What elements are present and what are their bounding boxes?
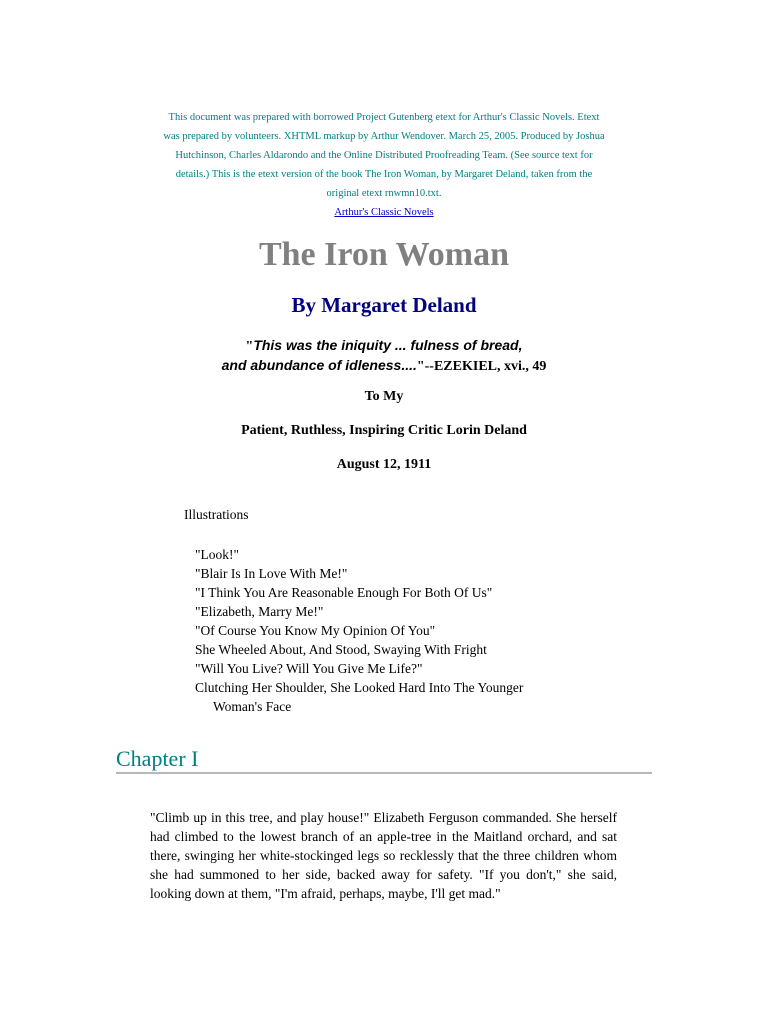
illustrations-list: [195, 545, 523, 716]
note-line: was prepared by volunteers. XHTML markup by Arthur Wendover. March 25, 2005. Produced by Joshua: [163, 131, 605, 142]
chapter-paragraph: "Climb up in this tree, and play house!" Elizabeth Ferguson commanded. She herself had climbed to the lowest branch of an apple-tree in the Maitland orchard, and sat there, swinging her white-stockinged legs so recklessly that the three children whom she had summoned to her side, backed away for safety. "If you don't," she said, looking down at them, "I'm afraid, perhaps, maybe, I'll get mad.": [150, 810, 617, 901]
epigraph-attribution: "--EZEKIEL, xvi., 49: [416, 359, 547, 374]
illustrations-heading: Illustrations: [184, 507, 249, 522]
list-item: Woman's Face: [213, 699, 292, 714]
book-author: By Margaret Deland: [291, 293, 477, 317]
dedication-to: To My: [364, 389, 404, 404]
transcriber-note: [148, 108, 620, 222]
epigraph: [0, 336, 768, 376]
chapter-heading: Chapter I: [116, 746, 199, 771]
note-line: details.) This is the etext version of the book The Iron Woman, by Margaret Deland, taken from the: [175, 169, 593, 180]
list-item: "Of Course You Know My Opinion Of You": [195, 623, 436, 638]
epigraph-open-quote: ": [245, 339, 254, 354]
arthurs-classic-novels-link[interactable]: Arthur's Classic Novels: [334, 207, 434, 218]
list-item: Clutching Her Shoulder, She Looked Hard Into The Younger: [195, 680, 524, 695]
epigraph-quote-line2: and abundance of idleness....: [221, 357, 417, 373]
list-item: "Elizabeth, Marry Me!": [195, 604, 324, 619]
note-line: original etext rnwmn10.txt.: [326, 188, 442, 199]
list-item: "I Think You Are Reasonable Enough For Both Of Us": [195, 585, 493, 600]
chapter-divider: [116, 772, 652, 774]
epigraph-quote-line1: This was the iniquity ... fulness of bread,: [253, 337, 523, 353]
book-title: The Iron Woman: [258, 236, 510, 273]
list-item: "Will You Live? Will You Give Me Life?": [195, 661, 423, 676]
dedication-critic: Patient, Ruthless, Inspiring Critic Lorin Deland: [241, 423, 527, 438]
list-item: "Look!": [195, 547, 240, 562]
list-item: "Blair Is In Love With Me!": [195, 566, 348, 581]
note-line: Hutchinson, Charles Aldarondo and the Online Distributed Proofreading Team. (See source text for: [175, 150, 593, 161]
note-line: This document was prepared with borrowed Project Gutenberg etext for Arthur's Classic Novels. Etext: [168, 112, 600, 123]
list-item: She Wheeled About, And Stood, Swaying With Fright: [195, 642, 487, 657]
dedication-date: August 12, 1911: [336, 457, 432, 472]
